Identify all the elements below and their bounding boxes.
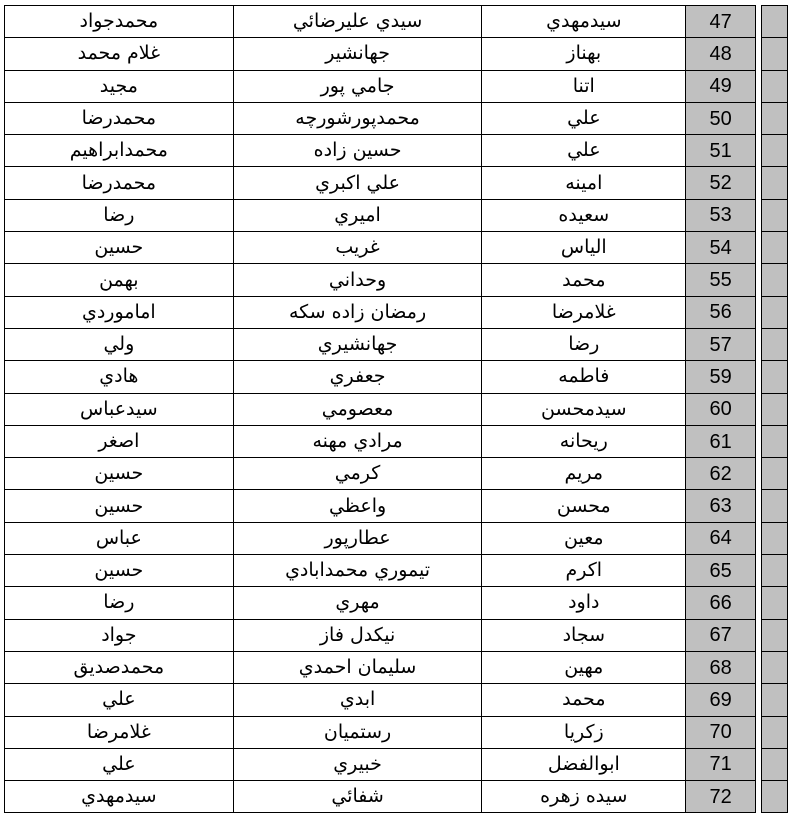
row-number-cell: 54 <box>686 232 756 264</box>
row-number-cell: 65 <box>686 555 756 587</box>
row-number-cell: 55 <box>686 264 756 296</box>
table-row <box>5 619 788 651</box>
last-name-cell: علي اكبري <box>233 167 482 199</box>
first-name-cell: سيده زهره <box>482 781 686 813</box>
table-row <box>5 135 788 167</box>
first-name-cell: رضا <box>482 328 686 360</box>
last-name-cell: كرمي <box>233 458 482 490</box>
first-name-cell: غلامرضا <box>482 296 686 328</box>
father-name-cell: محمدجواد <box>5 6 234 38</box>
shaded-margin-cell <box>762 199 788 231</box>
father-name-cell: حسين <box>5 458 234 490</box>
father-name-cell: هادي <box>5 361 234 393</box>
table-row <box>5 651 788 683</box>
father-name-cell: علي <box>5 748 234 780</box>
shaded-margin-cell <box>762 361 788 393</box>
row-number-cell: 70 <box>686 716 756 748</box>
first-name-cell: بهناز <box>482 38 686 70</box>
row-number-cell: 64 <box>686 522 756 554</box>
shaded-margin-cell <box>762 684 788 716</box>
father-name-cell: غلامرضا <box>5 716 234 748</box>
last-name-cell: شفائي <box>233 781 482 813</box>
shaded-margin-cell <box>762 102 788 134</box>
shaded-margin-cell <box>762 490 788 522</box>
table-row <box>5 781 788 813</box>
father-name-cell: جواد <box>5 619 234 651</box>
table-row <box>5 328 788 360</box>
row-number-cell: 47 <box>686 6 756 38</box>
father-name-cell: بهمن <box>5 264 234 296</box>
last-name-cell: ابدي <box>233 684 482 716</box>
shaded-margin-cell <box>762 232 788 264</box>
father-name-cell: غلام محمد <box>5 38 234 70</box>
last-name-cell: جهانشير <box>233 38 482 70</box>
row-number-cell: 67 <box>686 619 756 651</box>
shaded-margin-cell <box>762 393 788 425</box>
first-name-cell: معين <box>482 522 686 554</box>
father-name-cell: عباس <box>5 522 234 554</box>
first-name-cell: علي <box>482 102 686 134</box>
last-name-cell: جامي پور <box>233 70 482 102</box>
last-name-cell: معصومي <box>233 393 482 425</box>
shaded-margin-cell <box>762 651 788 683</box>
last-name-cell: واعظي <box>233 490 482 522</box>
row-number-cell: 48 <box>686 38 756 70</box>
shaded-margin-cell <box>762 555 788 587</box>
first-name-cell: مهين <box>482 651 686 683</box>
last-name-cell: مرادي مهنه <box>233 425 482 457</box>
table-row <box>5 684 788 716</box>
last-name-cell: نيكدل فاز <box>233 619 482 651</box>
table-row <box>5 264 788 296</box>
row-number-cell: 53 <box>686 199 756 231</box>
father-name-cell: حسين <box>5 555 234 587</box>
table-row <box>5 587 788 619</box>
table-row <box>5 199 788 231</box>
shaded-margin-cell <box>762 619 788 651</box>
first-name-cell: سعيده <box>482 199 686 231</box>
father-name-cell: رضا <box>5 587 234 619</box>
first-name-cell: سيدمهدي <box>482 6 686 38</box>
last-name-cell: غريب <box>233 232 482 264</box>
first-name-cell: زكريا <box>482 716 686 748</box>
father-name-cell: سيدمهدي <box>5 781 234 813</box>
table-row <box>5 425 788 457</box>
names-table-body <box>5 6 788 813</box>
last-name-cell: عطارپور <box>233 522 482 554</box>
first-name-cell: ابوالفضل <box>482 748 686 780</box>
row-number-cell: 56 <box>686 296 756 328</box>
shaded-margin-cell <box>762 135 788 167</box>
shaded-margin-cell <box>762 296 788 328</box>
first-name-cell: سجاد <box>482 619 686 651</box>
last-name-cell: حسين زاده <box>233 135 482 167</box>
last-name-cell: مهري <box>233 587 482 619</box>
table-row <box>5 490 788 522</box>
row-number-cell: 57 <box>686 328 756 360</box>
father-name-cell: مجيد <box>5 70 234 102</box>
first-name-cell: فاطمه <box>482 361 686 393</box>
table-row <box>5 70 788 102</box>
row-number-cell: 72 <box>686 781 756 813</box>
row-number-cell: 52 <box>686 167 756 199</box>
row-number-cell: 49 <box>686 70 756 102</box>
last-name-cell: جعفري <box>233 361 482 393</box>
first-name-cell: سيدمحسن <box>482 393 686 425</box>
table-row <box>5 38 788 70</box>
first-name-cell: محسن <box>482 490 686 522</box>
row-number-cell: 68 <box>686 651 756 683</box>
father-name-cell: محمدابراهيم <box>5 135 234 167</box>
shaded-margin-cell <box>762 522 788 554</box>
father-name-cell: حسين <box>5 490 234 522</box>
first-name-cell: داود <box>482 587 686 619</box>
father-name-cell: حسين <box>5 232 234 264</box>
shaded-margin-cell <box>762 6 788 38</box>
shaded-margin-cell <box>762 587 788 619</box>
table-row <box>5 6 788 38</box>
names-table <box>4 5 788 813</box>
first-name-cell: امينه <box>482 167 686 199</box>
first-name-cell: اتنا <box>482 70 686 102</box>
last-name-cell: رمضان زاده سكه <box>233 296 482 328</box>
shaded-margin-cell <box>762 167 788 199</box>
last-name-cell: تيموري محمدابادي <box>233 555 482 587</box>
father-name-cell: اماموردي <box>5 296 234 328</box>
father-name-cell: محمدرضا <box>5 102 234 134</box>
father-name-cell: رضا <box>5 199 234 231</box>
last-name-cell: سليمان احمدي <box>233 651 482 683</box>
shaded-margin-cell <box>762 458 788 490</box>
table-row <box>5 296 788 328</box>
table-row <box>5 458 788 490</box>
table-row <box>5 102 788 134</box>
table-row <box>5 232 788 264</box>
father-name-cell: سيدعباس <box>5 393 234 425</box>
shaded-margin-cell <box>762 425 788 457</box>
row-number-cell: 59 <box>686 361 756 393</box>
last-name-cell: محمدپورشورچه <box>233 102 482 134</box>
father-name-cell: ولي <box>5 328 234 360</box>
first-name-cell: علي <box>482 135 686 167</box>
row-number-cell: 62 <box>686 458 756 490</box>
shaded-margin-cell <box>762 264 788 296</box>
father-name-cell: اصغر <box>5 425 234 457</box>
shaded-margin-cell <box>762 748 788 780</box>
table-row <box>5 393 788 425</box>
father-name-cell: محمدصديق <box>5 651 234 683</box>
father-name-cell: علي <box>5 684 234 716</box>
shaded-margin-cell <box>762 70 788 102</box>
last-name-cell: وحداني <box>233 264 482 296</box>
last-name-cell: خبيري <box>233 748 482 780</box>
table-row <box>5 167 788 199</box>
row-number-cell: 50 <box>686 102 756 134</box>
last-name-cell: سيدي عليرضائي <box>233 6 482 38</box>
first-name-cell: مريم <box>482 458 686 490</box>
first-name-cell: محمد <box>482 264 686 296</box>
row-number-cell: 69 <box>686 684 756 716</box>
row-number-cell: 60 <box>686 393 756 425</box>
shaded-margin-cell <box>762 38 788 70</box>
last-name-cell: اميري <box>233 199 482 231</box>
table-row <box>5 522 788 554</box>
first-name-cell: اكرم <box>482 555 686 587</box>
row-number-cell: 51 <box>686 135 756 167</box>
table-row <box>5 555 788 587</box>
row-number-cell: 71 <box>686 748 756 780</box>
shaded-margin-cell <box>762 781 788 813</box>
table-row <box>5 748 788 780</box>
first-name-cell: محمد <box>482 684 686 716</box>
row-number-cell: 66 <box>686 587 756 619</box>
row-number-cell: 63 <box>686 490 756 522</box>
last-name-cell: جهانشيري <box>233 328 482 360</box>
shaded-margin-cell <box>762 328 788 360</box>
table-row <box>5 361 788 393</box>
last-name-cell: رستميان <box>233 716 482 748</box>
first-name-cell: الياس <box>482 232 686 264</box>
row-number-cell: 61 <box>686 425 756 457</box>
shaded-margin-cell <box>762 716 788 748</box>
first-name-cell: ريحانه <box>482 425 686 457</box>
table-row <box>5 716 788 748</box>
father-name-cell: محمدرضا <box>5 167 234 199</box>
